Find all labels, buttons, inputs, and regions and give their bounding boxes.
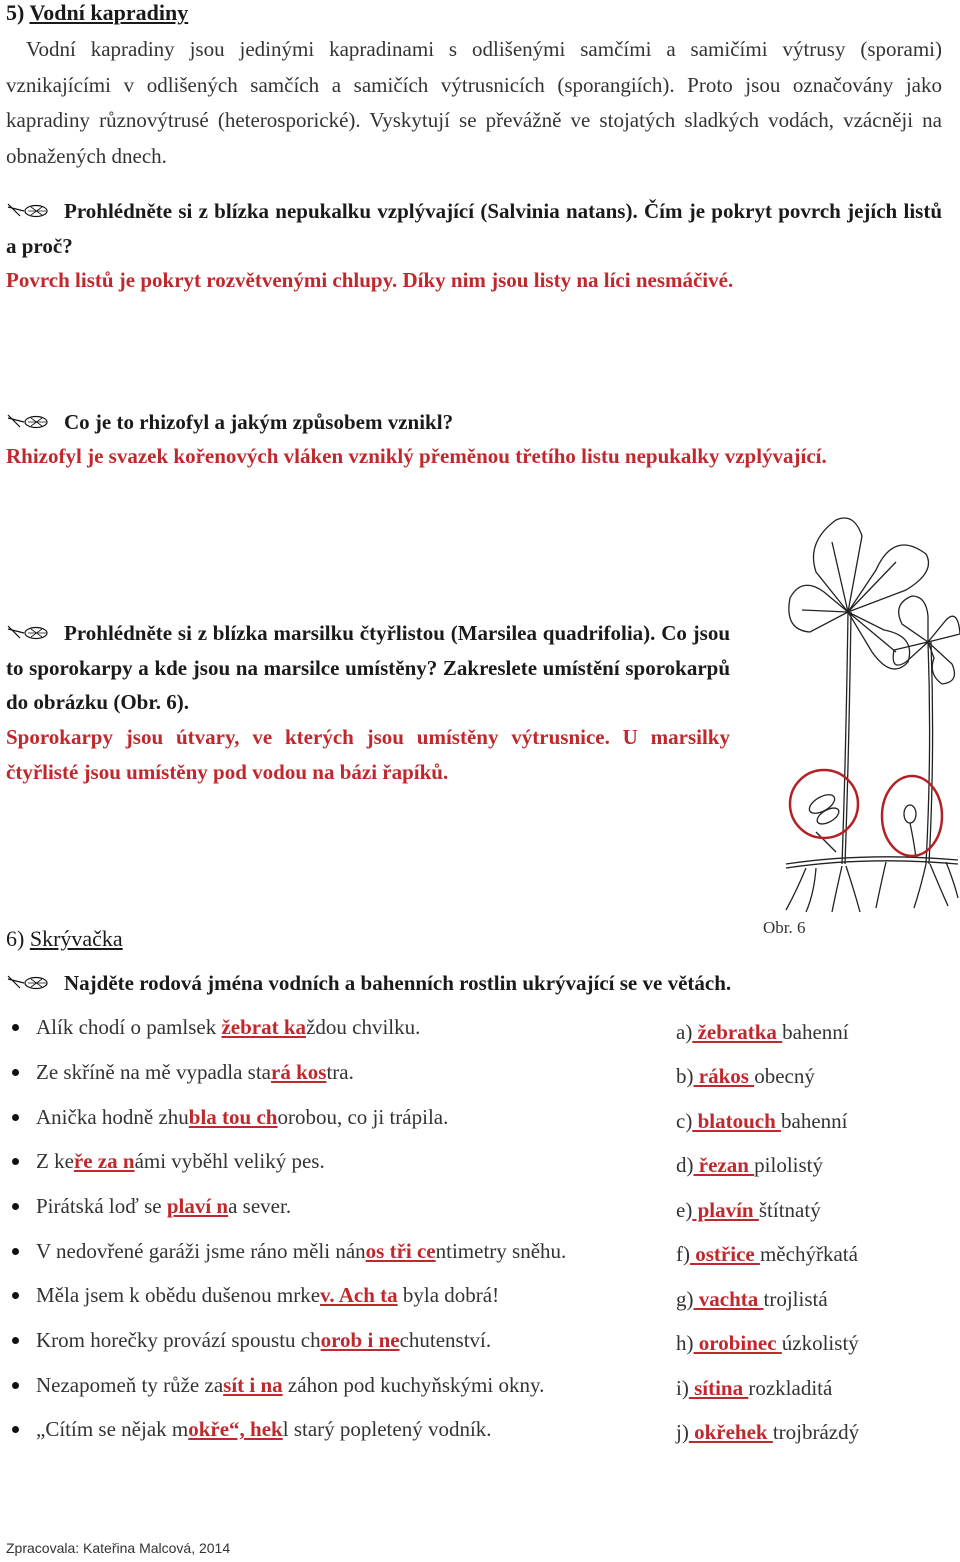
answer-item [676, 1238, 858, 1270]
marsilea-illustration [776, 512, 960, 914]
section-number: 5) [6, 0, 30, 25]
answer-item [676, 1283, 828, 1315]
answer-genus: blatouch [692, 1109, 782, 1133]
task-2-answer: Rhizofyl je svazek kořenových vláken vzniklý přeměnou třetího listu nepukalky vzplývající. [6, 444, 827, 468]
task-3-question [6, 616, 730, 720]
sentence-text: Ze skříně na mě vypadla sta [36, 1060, 271, 1084]
answer-letter: e) [676, 1198, 693, 1222]
section-heading: Skrývačka [29, 926, 123, 951]
answer-item [676, 1060, 815, 1092]
answer-item [676, 1327, 859, 1359]
hidden-word: sít i na [223, 1373, 283, 1397]
answer-species: štítnatý [758, 1198, 821, 1222]
answer-species: úzkolistý [781, 1331, 859, 1355]
section-5-title [6, 0, 188, 26]
answer-species: bahenní [781, 1109, 848, 1133]
hidden-word: plaví n [166, 1194, 229, 1218]
task-1-question [6, 194, 942, 263]
sentence-text: orobou, co ji trápila. [277, 1105, 449, 1129]
sentence-text: byla dobrá! [397, 1283, 500, 1307]
answer-genus: ostřice [690, 1242, 760, 1266]
answer-species: pilolistý [754, 1153, 824, 1177]
sentence-text: Z ke [36, 1149, 74, 1173]
sentence-text: a sever. [228, 1194, 292, 1218]
answer-item [676, 1416, 859, 1448]
answer-genus: žebratka [692, 1020, 783, 1044]
bullet-icon [12, 1337, 19, 1344]
answer-letter: i) [676, 1376, 689, 1400]
answer-letter: f) [676, 1242, 690, 1266]
task-4-question-text: Najděte rodová jména vodních a bahenních rostlin ukrývající se ve větách. [64, 971, 732, 995]
hidden-word: žebrat ka [221, 1015, 307, 1039]
answer-item [676, 1372, 832, 1404]
bullet-icon [12, 1426, 19, 1433]
task-1-question-text: Prohlédněte si z blízka nepukalku vzplývající (Salvinia natans). Čím je pokryt povrch jejích listů a proč? [6, 199, 942, 258]
intro-paragraph: Vodní kapradiny jsou jedinými kapradinami s odlišenými samčími a samičími výtrusy (sporami) vznikajícími v odlišených samčích a samičích výtrusnicích (sporangiích). Proto jsou označovány jako kapradiny různovýtrusé (heterosporické). Vyskytují se převážně ve stojatých sladkých vodách, vzácněji na obnažených dnech. [6, 37, 942, 168]
sentence-text: l starý popletený vodník. [282, 1417, 492, 1441]
answer-species: rozkladitá [748, 1376, 833, 1400]
sentence-text: ždou chvilku. [306, 1015, 421, 1039]
answer-letter: h) [676, 1331, 694, 1355]
hidden-word: v. Ach ta [320, 1283, 398, 1307]
hidden-word: okře“, hek [188, 1417, 283, 1441]
sentence-text: záhon pod kuchyňskými okny. [282, 1373, 545, 1397]
answer-species: trojbrázdý [772, 1420, 860, 1444]
magnifier-icon [6, 202, 50, 220]
answer-genus: rákos [693, 1064, 755, 1088]
answer-letter: d) [676, 1153, 694, 1177]
task-4-question [6, 966, 942, 1001]
answer-genus: sítina [688, 1376, 749, 1400]
task-3-question-text: Prohlédněte si z blízka marsilku čtyřlistou (Marsilea quadrifolia). Co jsou to sporokarpy a kde jsou na marsilce umístěny? Zakreslete umístění sporokarpů do obrázku (Obr. 6). [6, 621, 730, 714]
sentence-text: Anička hodně zhu [36, 1105, 189, 1129]
hidden-word: os tři ce [365, 1239, 436, 1263]
magnifier-icon [6, 413, 50, 431]
bullet-icon [12, 1248, 19, 1255]
task-3-answer: Sporokarpy jsou útvary, ve kterých jsou umístěny výtrusnice. U marsilky čtyřlisté jsou umístěny pod vodou na bázi řapíků. [6, 725, 730, 784]
sentence-text: ntimetry sněhu. [435, 1239, 567, 1263]
section-heading: Vodní kapradiny [29, 0, 189, 25]
answer-genus: orobinec [693, 1331, 782, 1355]
answer-letter: a) [676, 1020, 693, 1044]
sentence-text: Nezapomeň ty růže za [36, 1373, 224, 1397]
answer-species: obecný [754, 1064, 815, 1088]
bullet-icon [12, 1158, 19, 1165]
magnifier-icon [6, 624, 50, 642]
answer-item [676, 1105, 848, 1137]
answer-letter: g) [676, 1287, 694, 1311]
section-number: 6) [6, 926, 30, 951]
magnifier-icon [6, 974, 50, 992]
answer-letter: b) [676, 1064, 694, 1088]
bullet-icon [12, 1292, 19, 1299]
bullet-icon [12, 1203, 19, 1210]
hidden-word: rá kos [271, 1060, 327, 1084]
sentence-text: Pirátská loď se [36, 1194, 167, 1218]
answer-item [676, 1149, 823, 1181]
sentence-text: Alík chodí o pamlsek [36, 1015, 222, 1039]
answer-item [676, 1016, 849, 1048]
sporocarp-marker-circle-left [790, 770, 858, 838]
answer-genus: okřehek [688, 1420, 773, 1444]
bullet-icon [12, 1114, 19, 1121]
sentence-text: Krom horečky provází spoustu ch [36, 1328, 321, 1352]
answer-species: bahenní [782, 1020, 849, 1044]
sentence-text: „Cítím se nějak m [36, 1417, 189, 1441]
hidden-word: ře za n [73, 1149, 135, 1173]
bullet-icon [12, 1382, 19, 1389]
sentence-text: V nedovřené garáži jsme ráno měli nán [36, 1239, 366, 1263]
sentence-text: tra. [326, 1060, 354, 1084]
hidden-word: orob i ne [320, 1328, 400, 1352]
answer-species: měchýřkatá [759, 1242, 858, 1266]
figure-label: Obr. 6 [763, 918, 806, 937]
answer-letter: c) [676, 1109, 693, 1133]
answer-genus: řezan [693, 1153, 755, 1177]
answer-genus: plavín [692, 1198, 759, 1222]
bullet-icon [12, 1024, 19, 1031]
answer-species: trojlistá [763, 1287, 828, 1311]
bullet-icon [12, 1069, 19, 1076]
sentence-text: chutenství. [399, 1328, 492, 1352]
task-2-question [6, 405, 942, 440]
sentence-text: Měla jsem k obědu dušenou mrke [36, 1283, 321, 1307]
sentence-text: ámi vyběhl veliký pes. [134, 1149, 325, 1173]
answer-genus: vachta [693, 1287, 764, 1311]
sporocarp-marker-circle-right [882, 776, 942, 856]
section-6-title [6, 926, 123, 952]
answer-letter: j) [676, 1420, 689, 1444]
task-1-answer: Povrch listů je pokryt rozvětvenými chlupy. Díky nim jsou listy na líci nesmáčivé. [6, 268, 734, 292]
task-2-question-text: Co je to rhizofyl a jakým způsobem vznikl? [64, 410, 454, 434]
hidden-word: bla tou ch [188, 1105, 278, 1129]
answer-item [676, 1194, 821, 1226]
footer-credit: Zpracovala: Kateřina Malcová, 2014 [6, 1540, 231, 1556]
